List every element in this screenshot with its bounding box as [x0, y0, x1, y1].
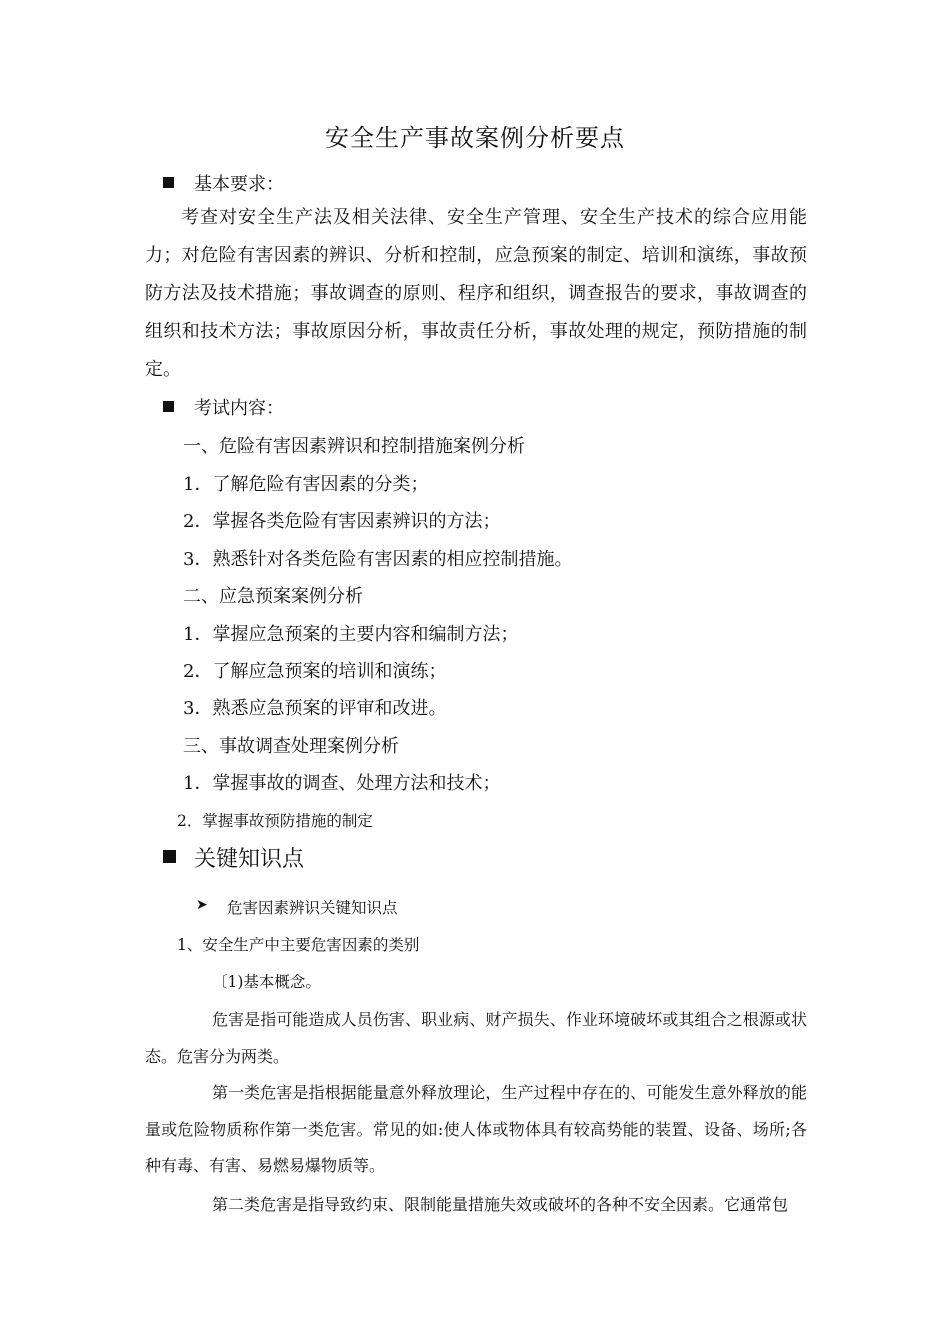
numbered-heading: 1、安全生产中主要危害因素的类别	[177, 936, 420, 954]
paragraph: 危害是指可能造成人员伤害、职业病、财产损失、作业环境破坏或其组合之根源或状态。危害分为两类。	[145, 1010, 807, 1066]
basic-requirements-heading: 基本要求：	[194, 174, 284, 195]
arrow-bullet-icon: ➤	[196, 897, 208, 913]
section-title: 三、事故调查处理案例分析	[183, 736, 399, 757]
section-title: 二、应急预案案例分析	[183, 586, 363, 607]
paragraph: 第二类危害是指导致约束、限制能量措施失效或破坏的各种不安全因素。它通常包	[212, 1195, 789, 1214]
square-bullet-icon	[163, 401, 174, 412]
list-item: 1．了解危险有害因素的分类；	[183, 474, 429, 495]
basic-requirements-text: 考查对安全生产法及相关法律、安全生产管理、安全生产技术的综合应用能力；对危险有害因素的辨识、分析和控制，应急预案的制定、培训和演练，事故预防方法及技术措施；事故调查的原则、程序和组织，调查报告的要求，事故调查的组织和技术方法；事故原因分析，事故责任分析，事故处理的规定，预防措施的制定。	[145, 207, 807, 380]
list-item: 2．掌握各类危险有害因素辨识的方法；	[183, 511, 501, 532]
list-item: 3．熟悉针对各类危险有害因素的相应控制措施。	[183, 549, 573, 570]
list-item: 1．掌握事故的调查、处理方法和技术；	[183, 773, 501, 794]
section-title: 一、危险有害因素辨识和控制措施案例分析	[183, 436, 525, 457]
list-item: 3．熟悉应急预案的评审和改进。	[183, 698, 447, 719]
document-title: 安全生产事故案例分析要点	[325, 124, 625, 152]
list-item: 2．掌握事故预防措施的制定	[177, 812, 373, 830]
exam-content-heading: 考试内容：	[194, 398, 284, 419]
sub-heading: 危害因素辨识关键知识点	[227, 899, 398, 917]
paragraph: 第一类危害是指根据能量意外释放理论，生产过程中存在的、可能发生意外释放的能量或危险物质称作第一类危害。常见的如:使人体或物体具有较高势能的装置、设备、场所;各种有毒、有害、易燃易爆物质等。	[145, 1083, 807, 1175]
list-item: 2．了解应急预案的培训和演练；	[183, 661, 447, 682]
key-points-heading: 关键知识点	[194, 847, 305, 872]
list-item: 1．掌握应急预案的主要内容和编制方法；	[183, 624, 519, 645]
square-bullet-icon	[163, 177, 174, 188]
square-bullet-icon	[163, 850, 176, 863]
concept-label: 〔1)基本概念。	[212, 973, 321, 991]
